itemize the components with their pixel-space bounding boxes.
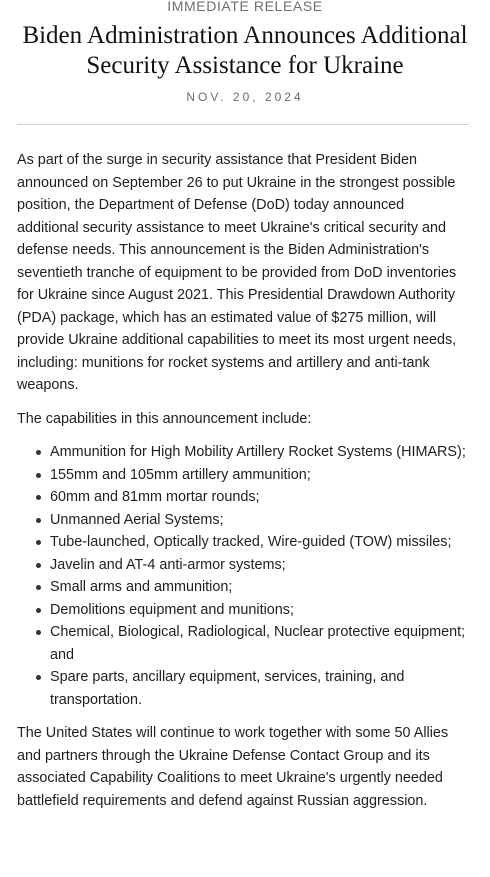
release-kicker: IMMEDIATE RELEASE: [167, 0, 323, 14]
list-item: Small arms and ammunition;: [50, 576, 469, 599]
capabilities-list: [17, 441, 469, 711]
list-item: Unmanned Aerial Systems;: [50, 509, 469, 532]
list-item: Javelin and AT-4 anti-armor systems;: [50, 554, 469, 577]
list-item: Chemical, Biological, Radiological, Nuclear protective equipment; and: [50, 621, 469, 666]
article-body: [17, 149, 469, 823]
page-title: Biden Administration Announces Additional Security Assistance for Ukraine: [22, 22, 468, 79]
closing-paragraph: The United States will continue to work together with some 50 Allies and partners through the Ukraine Defense Contact Group and its associated Capability Coalitions to meet Ukraine's urgently needed battlefield requirements and defend against Russian aggression.: [17, 725, 449, 809]
list-item: Demolitions equipment and munitions;: [50, 599, 469, 622]
intro-paragraph: As part of the surge in security assistance that President Biden announced on September 26 to put Ukraine in the strongest possible position, the Department of Defense (DoD) today announced additional security assistance to meet Ukraine's critical security and defense needs. This announcement is the Biden Administration's seventieth tranche of equipment to be provided from DoD inventories for Ukraine since August 2021. This Presidential Drawdown Authority (PDA) package, which has an estimated value of $275 million, will provide Ukraine additional capabilities to meet its most urgent needs, including: munitions for rocket systems and artillery and anti-tank weapons.: [17, 152, 457, 393]
header-divider: [17, 124, 469, 125]
list-item: Spare parts, ancillary equipment, services, training, and transportation.: [50, 666, 469, 711]
list-item: Tube-launched, Optically tracked, Wire-guided (TOW) missiles;: [50, 531, 469, 554]
list-item: 60mm and 81mm mortar rounds;: [50, 486, 469, 509]
list-item: Ammunition for High Mobility Artillery Rocket Systems (HIMARS);: [50, 441, 469, 464]
capabilities-intro: The capabilities in this announcement include:: [17, 410, 312, 427]
release-date: NOV. 20, 2024: [186, 90, 304, 104]
list-item: 155mm and 105mm artillery ammunition;: [50, 464, 469, 487]
